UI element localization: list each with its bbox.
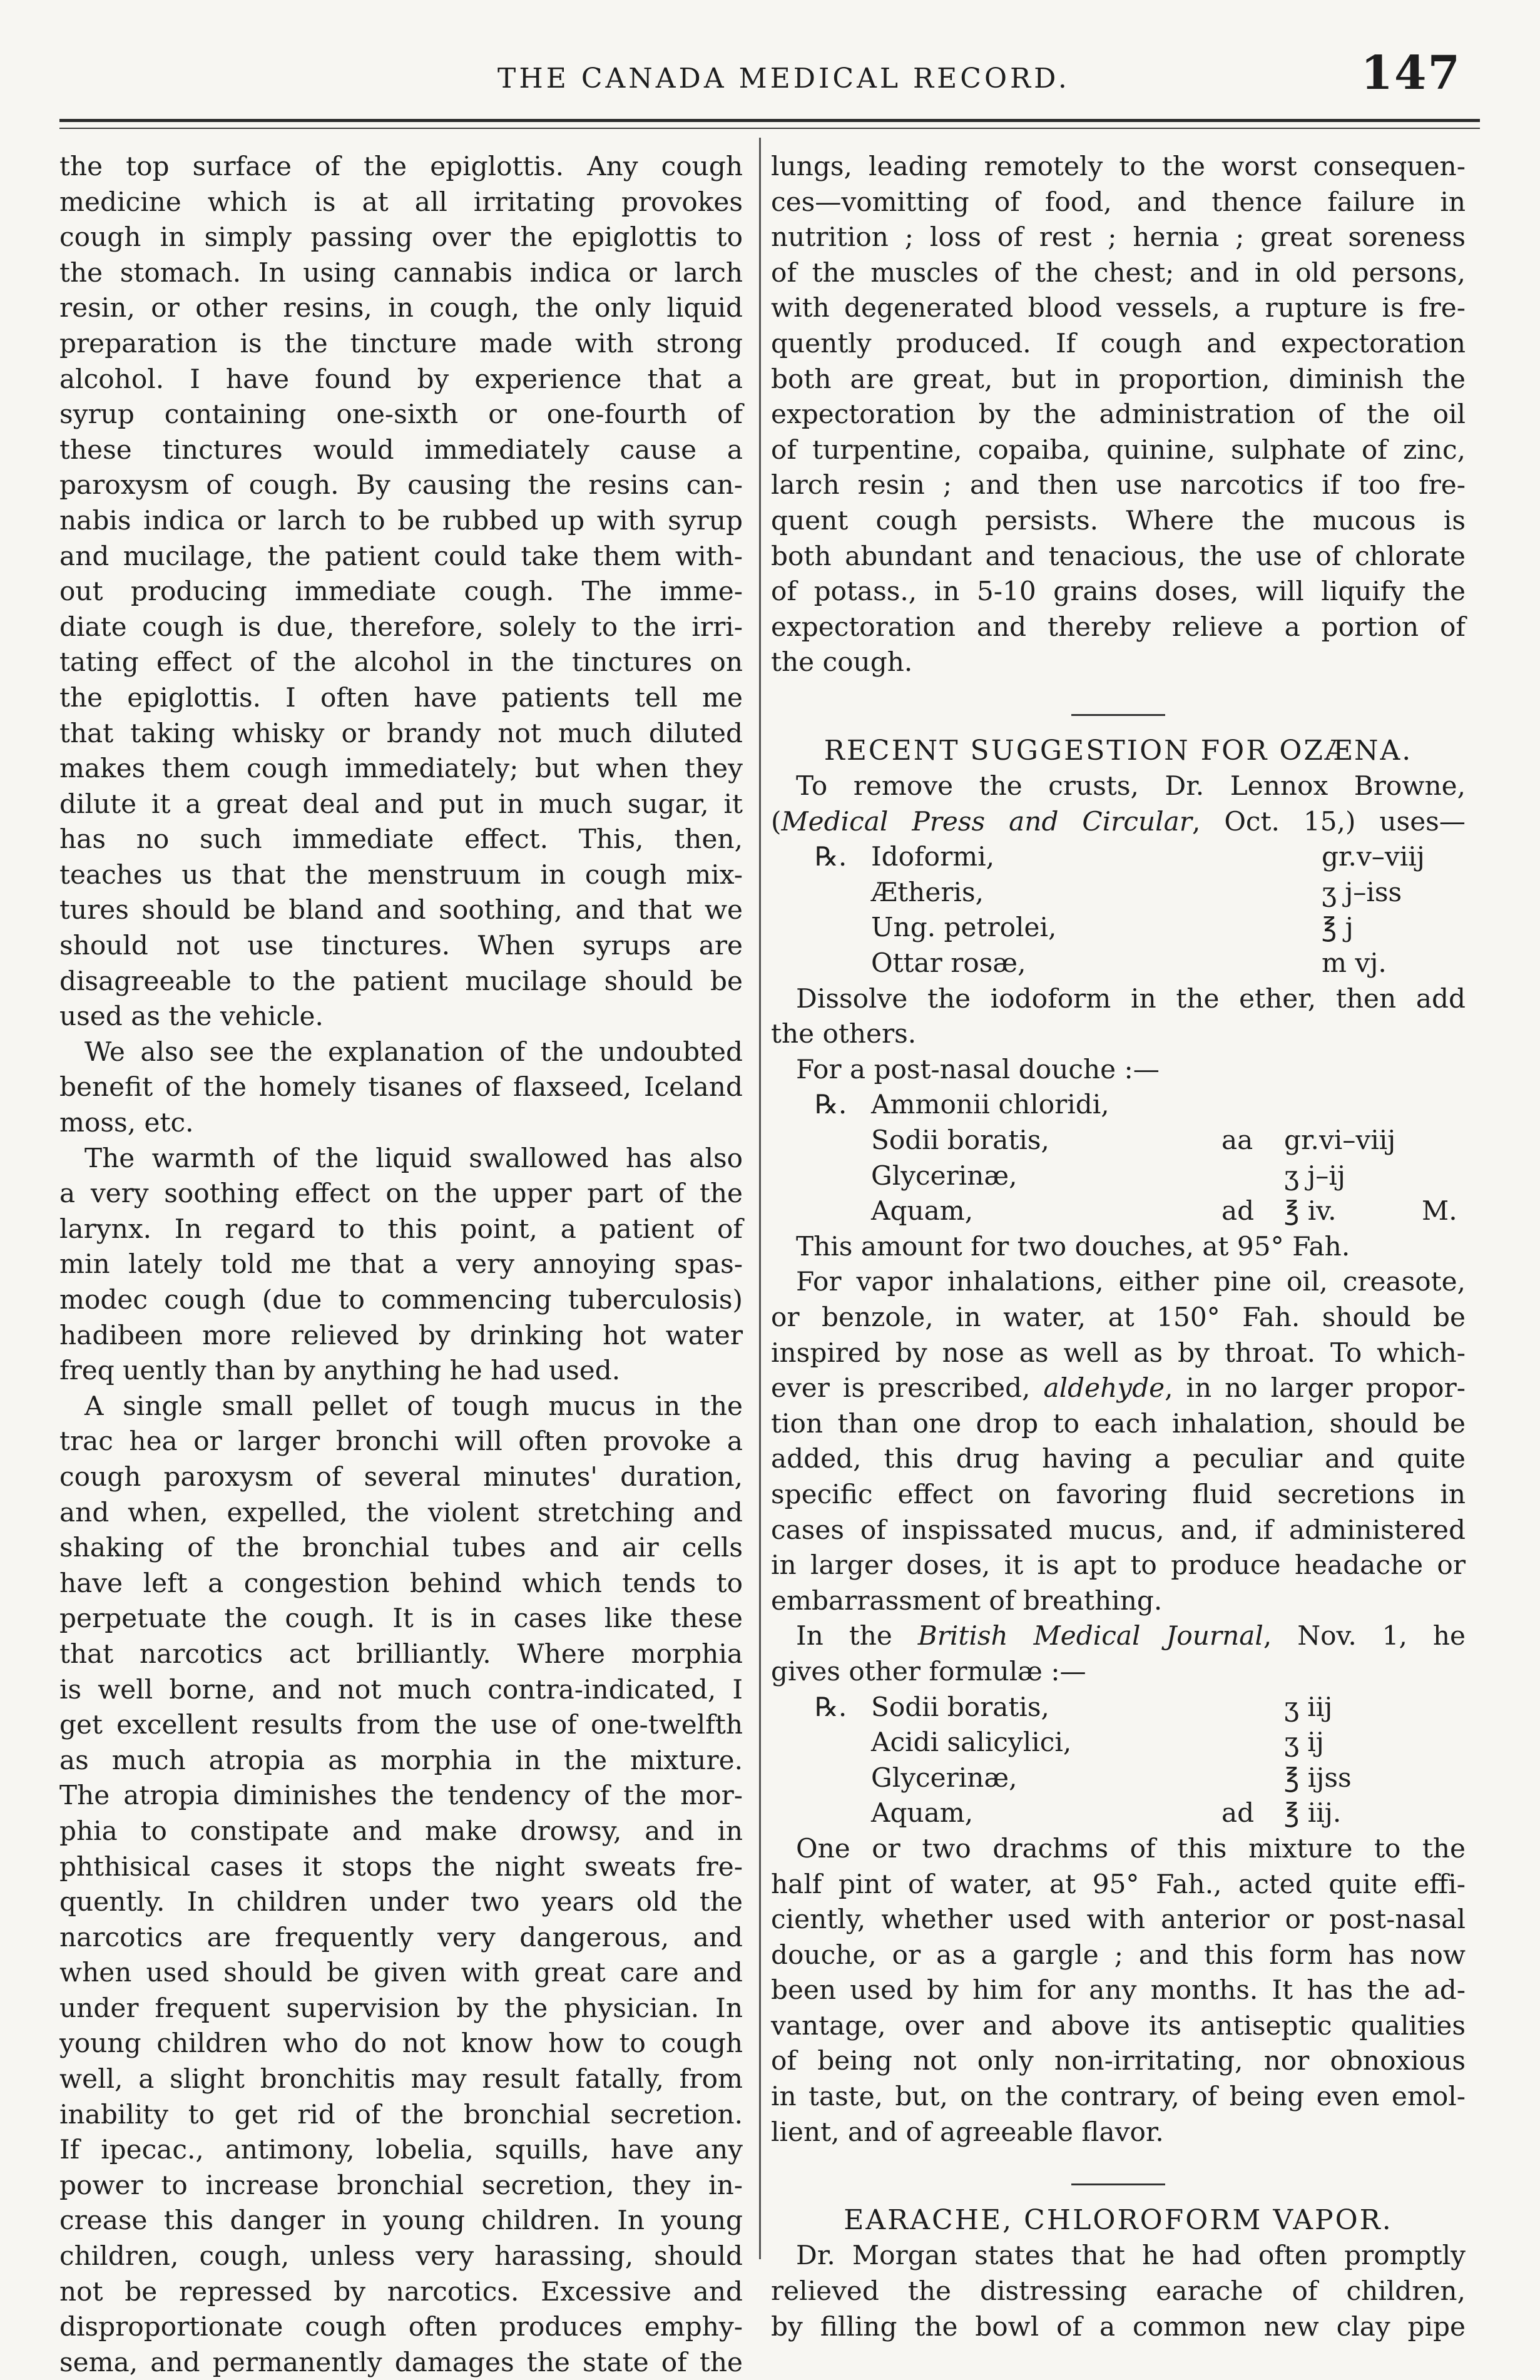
text-line: expectoration and thereby relieve a portion of [771, 611, 1466, 642]
running-title: THE CANADA MEDICAL RECORD. [497, 63, 1070, 94]
text-line: quent cough persists. Where the mucous is [771, 504, 1466, 536]
text-line: douche, or as a gargle ; and this form has now [771, 1939, 1466, 1970]
text-line: or benzole, in water, at 150° Fah. should be [771, 1302, 1466, 1332]
text-line: paroxysm of cough. By causing the resins can- [59, 469, 743, 501]
rx-dose: gr.v–viij [1322, 841, 1425, 872]
text-line: sema, and permanently damages the state of the [59, 2346, 743, 2377]
ozaena-text-line: Dissolve the iodoform in the ether, then add [796, 983, 1466, 1014]
text-line: phthisical cases it stops the night sweats fre- [59, 1851, 743, 1882]
text-line: freq uently than by anything he had used. [59, 1355, 621, 1386]
prescription-ozaena-3 [771, 1690, 1466, 1831]
article-continuation [771, 149, 1466, 680]
section-heading-earache: EARACHE, CHLOROFORM VAPOR. [844, 2204, 1393, 2236]
rx-ingredient: Ammonii chloridi, [871, 1089, 1109, 1120]
text-line: phia to constipate and make drowsy, and in [59, 1815, 743, 1846]
page-number: 147 [1360, 46, 1461, 100]
text-line: One or two drachms of this mixture to the [796, 1832, 1466, 1864]
text-line: with degenerated blood vessels, a rupture is fre- [771, 292, 1466, 324]
text-line: shaking of the bronchial tubes and air cells [59, 1532, 743, 1563]
text-line: both abundant and tenacious, the use of chlorate [771, 540, 1466, 571]
column-divider [759, 138, 761, 2259]
text-line: lient, and of agreeable flavor. [771, 2116, 1164, 2147]
text-line: For vapor inhalations, either pine oil, creasote, [796, 1266, 1466, 1297]
text-line: should not use tinctures. When syrups are [59, 930, 743, 961]
text-line: relieved the distressing earache of children, [771, 2275, 1466, 2307]
prescription-row [771, 1690, 1466, 1725]
text-line: young children who do not know how to cough [59, 2028, 743, 2059]
text-line: crease this danger in young children. In young [59, 2205, 743, 2236]
text-line: cough paroxysm of several minutes' duration, [59, 1461, 743, 1492]
text-line: the epiglottis. I often have patients tell me [59, 682, 743, 713]
rx-dose: ʒ iij [1284, 1691, 1333, 1722]
publication-title: British Medical Journal [917, 1620, 1263, 1652]
text-line: benefit of the homely tisanes of flaxseed, Iceland [59, 1071, 743, 1103]
rx-dose: ℥ j [1322, 912, 1354, 943]
text-line: We also see the explanation of the undoubted [84, 1036, 743, 1067]
ozaena-text-line: This amount for two douches, at 95° Fah. [796, 1230, 1350, 1262]
text-line: alcohol. I have found by experience that a [59, 363, 743, 394]
prescription-row [771, 1158, 1466, 1194]
closing-paragraph [771, 1831, 1466, 2150]
rx-ingredient: Aquam, [871, 1797, 974, 1829]
text-line: trac hea or larger bronchi will often provoke a [59, 1426, 743, 1457]
running-header [59, 44, 1461, 113]
rx-dose: ʒ j–ij [1284, 1160, 1345, 1191]
text-line: disproportionate cough often produces emphy- [59, 2311, 743, 2342]
rx-symbol: ℞. [815, 841, 847, 872]
rx-symbol: ℞. [815, 1089, 847, 1120]
text-line: these tinctures would immediately cause a [59, 434, 743, 465]
text-line: been used by him for any months. It has the ad- [771, 1974, 1466, 2006]
text-line: and mucilage, the patient could take them with- [59, 540, 743, 571]
text-line: If ipecac., antimony, lobelia, squills, have any [59, 2134, 743, 2165]
rx-ingredient: Sodii boratis, [871, 1125, 1049, 1156]
section-heading-ozaena: RECENT SUGGESTION FOR OZÆNA. [824, 734, 1413, 767]
prescription-row [771, 839, 1466, 875]
rx-ingredient: Ung. petrolei, [871, 912, 1057, 943]
text-line: cases of inspissated mucus, and, if administered [771, 1514, 1466, 1545]
prescription-row [771, 1760, 1466, 1796]
rx-ingredient: Ætheris, [871, 876, 984, 907]
text-line: preparation is the tincture made with strong [59, 327, 743, 359]
ozaena-intro-line: To remove the crusts, Dr. Lennox Browne, [796, 770, 1466, 802]
rx-ingredient: Ottar rosæ, [871, 947, 1026, 979]
text-line: tures should be bland and soothing, and that we [59, 894, 743, 926]
text-line: Dr. Morgan states that he had often promptly [796, 2240, 1466, 2271]
vapor-paragraph [771, 1264, 1466, 1371]
text-line: lungs, leading remotely to the worst consequen- [771, 151, 1466, 181]
text-line: in taste, but, on the contrary, of being even emol- [771, 2081, 1466, 2112]
rx-ingredient: Glycerinæ, [871, 1160, 1017, 1191]
rx-ingredient: Acidi salicylici, [871, 1727, 1072, 1758]
prescription-row [771, 910, 1466, 946]
text-line: tating effect of the alcohol in the tinctures on [59, 646, 743, 678]
text-line: larynx. In regard to this point, a patient of [59, 1213, 743, 1244]
text-line: makes them cough immediately; but when they [59, 753, 743, 784]
text-line: narcotics are frequently very dangerous, and [59, 1921, 743, 1953]
prescription-row [771, 1795, 1466, 1831]
text-line: a very soothing effect on the upper part of the [59, 1178, 743, 1209]
text-line: added, this drug having a peculiar and quite [771, 1443, 1466, 1474]
ozaena-intro-line: (Medical Press and Circular, Oct. 15,) uses— [771, 805, 1466, 837]
text-line: in larger doses, it is apt to produce headache or [771, 1550, 1466, 1581]
text-line: that taking whisky or brandy not much diluted [59, 717, 743, 748]
text-line: get excellent results from the use of one-twelfth [59, 1709, 743, 1740]
text-line: out producing immediate cough. The imme- [59, 576, 743, 607]
rx-misce: M. [1422, 1195, 1457, 1227]
text-line: not be repressed by narcotics. Excessive and [59, 2275, 743, 2307]
text-line: min lately told me that a very annoying spas- [59, 1249, 743, 1280]
text-line: tion than one drop to each inhalation, should be [771, 1407, 1466, 1439]
section-rule [771, 2167, 1466, 2203]
text-line: the stomach. In using cannabis indica or larch [59, 257, 743, 288]
text-line: well, a slight bronchitis may result fatally, from [59, 2063, 743, 2095]
text-line: A single small pellet of tough mucus in the [84, 1390, 743, 1421]
rx-dose: ℥ iv. [1284, 1195, 1337, 1227]
text-line: modec cough (due to commencing tuberculosis) [59, 1284, 743, 1315]
text-line: when used should be given with great care and [59, 1957, 743, 1988]
rx-dose: ℥ ijss [1284, 1762, 1352, 1793]
text-line: embarrassment of breathing. [771, 1585, 1163, 1616]
section-rule [771, 698, 1466, 733]
rx-ingredient: Glycerinæ, [871, 1762, 1017, 1793]
text-line: as much atropia as morphia in the mixture. [59, 1744, 743, 1775]
prescription-row [771, 1193, 1466, 1229]
ozaena-text-line: the others. [771, 1018, 917, 1050]
text-line: expectoration by the administration of the oil [771, 399, 1466, 430]
header-rule [59, 119, 1480, 122]
rx-ingredient: Idoformi, [871, 841, 995, 872]
ozaena-text-line: gives other formulæ :— [771, 1655, 1086, 1687]
text-line: teaches us that the menstruum in cough mix- [59, 859, 743, 890]
text-line: larch resin ; and then use narcotics if too fre- [771, 469, 1466, 501]
text-line: the cough. [771, 646, 913, 678]
text-line: ciently, whether used with anterior or post-nasal [771, 1904, 1466, 1935]
text-line: quently produced. If cough and expectoration [771, 327, 1466, 359]
text-line: used as the vehicle. [59, 1001, 324, 1032]
ozaena-text-line: For a post-nasal douche :— [796, 1053, 1160, 1085]
publication-title: Medical Press and Circular [781, 805, 1192, 837]
text-line: hadibeen more relieved by drinking hot water [59, 1319, 743, 1351]
text-line: disagreeable to the patient mucilage should be [59, 965, 743, 996]
prescription-row [771, 946, 1466, 981]
rx-dose: ℥ iij. [1284, 1797, 1342, 1829]
rx-symbol: ℞. [815, 1691, 847, 1722]
ozaena-text-line: ever is prescribed, aldehyde, in no larger propor- [771, 1372, 1466, 1404]
text-line: has no such immediate effect. This, then, [59, 824, 743, 855]
text-line: nabis indica or larch to be rubbed up with syrup [59, 504, 743, 536]
text-line: of being not only non-irritating, nor obnoxious [771, 2045, 1466, 2076]
text-line: syrup containing one-sixth or one-fourth of [59, 399, 743, 430]
text-line: inability to get rid of the bronchial secretion. [59, 2098, 743, 2130]
text-line: ces—vomitting of food, and thence failure in [771, 186, 1466, 217]
rx-dose: gr.vi–viij [1284, 1125, 1396, 1156]
rx-dose: ʒ j–iss [1322, 876, 1402, 907]
rx-qualifier: ad [1221, 1797, 1255, 1829]
rx-ingredient: Aquam, [871, 1195, 974, 1227]
text-line: of the muscles of the chest; and in old persons, [771, 257, 1466, 288]
prescription-row [771, 1725, 1466, 1760]
text-line: of potass., in 5-10 grains doses, will liquify the [771, 576, 1466, 607]
drug-name-emphasis: aldehyde [1043, 1372, 1165, 1404]
text-line: by filling the bowl of a common new clay pipe [771, 2311, 1466, 2342]
text-line: specific effect on favoring fluid secretions in [771, 1478, 1466, 1509]
prescription-ozaena-1 [771, 839, 1466, 981]
header-rule-thin [59, 128, 1480, 129]
earache-paragraph [771, 2238, 1466, 2344]
prescription-ozaena-2 [771, 1087, 1466, 1228]
text-line: diate cough is due, therefore, solely to the irri- [59, 611, 743, 642]
text-line: both are great, but in proportion, diminish the [771, 363, 1466, 394]
text-line: dilute it a great deal and put in much sugar, it [59, 788, 743, 819]
text-line: that narcotics act brilliantly. Where morphia [59, 1638, 743, 1669]
text-line: is well borne, and not much contra-indicated, I [59, 1673, 743, 1705]
text-line: half pint of water, at 95° Fah., acted quite effi- [771, 1868, 1466, 1899]
text-line: have left a congestion behind which tends to [59, 1567, 743, 1598]
text-line: The warmth of the liquid swallowed has also [84, 1142, 743, 1173]
text-line: children, cough, unless very harassing, should [59, 2240, 743, 2272]
prescription-row [771, 1087, 1466, 1123]
text-line: of turpentine, copaiba, quinine, sulphate of zinc, [771, 434, 1466, 465]
vapor-paragraph-rest [771, 1406, 1466, 1619]
rx-dose: m vj. [1322, 947, 1387, 979]
text-line: resin, or other resins, in cough, the only liquid [59, 292, 743, 324]
prescription-row [771, 875, 1466, 911]
ozaena-text-line: In the British Medical Journal, Nov. 1, he [796, 1620, 1466, 1652]
prescription-row [771, 1123, 1466, 1158]
left-column [59, 149, 743, 2380]
text-line: perpetuate the cough. It is in cases like these [59, 1603, 743, 1634]
rx-qualifier: aa [1221, 1125, 1253, 1156]
text-line: under frequent supervision by the physician. In [59, 1992, 743, 2023]
text-line: medicine which is at all irritating provokes [59, 186, 743, 217]
text-line: vantage, over and above its antiseptic qualities [771, 2010, 1466, 2041]
text-line: moss, etc. [59, 1107, 194, 1138]
text-line: the top surface of the epiglottis. Any cough [59, 151, 743, 181]
rx-ingredient: Sodii boratis, [871, 1691, 1049, 1722]
text-line: power to increase bronchial secretion, they in- [59, 2169, 743, 2200]
rx-qualifier: ad [1221, 1195, 1255, 1227]
text-line: inspired by nose as well as by throat. To which- [771, 1337, 1466, 1368]
text-line: nutrition ; loss of rest ; hernia ; great soreness [771, 222, 1466, 253]
text-line: The atropia diminishes the tendency of the mor- [59, 1780, 743, 1811]
text-line: and when, expelled, the violent stretching and [59, 1496, 743, 1528]
rx-dose: ʒ ij [1284, 1727, 1324, 1758]
text-line: quently. In children under two years old the [59, 1886, 743, 1918]
text-line: cough in simply passing over the epiglottis to [59, 222, 743, 253]
right-column [771, 149, 1466, 2344]
